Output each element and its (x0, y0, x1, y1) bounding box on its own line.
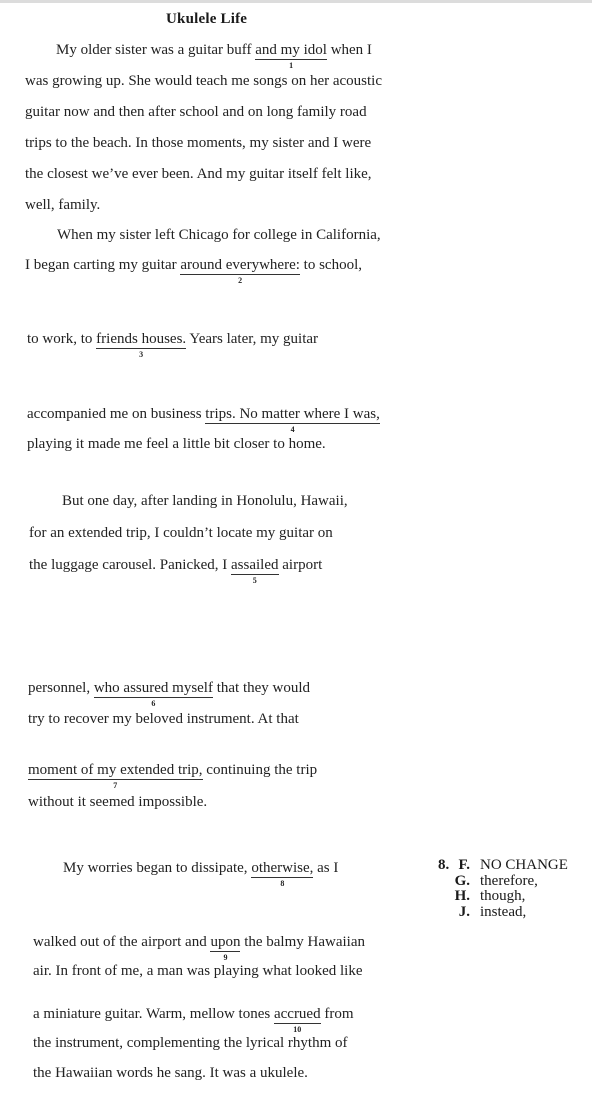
underlined-portion-10[interactable]: accrued 10 (273, 1006, 321, 1034)
answer-option-j[interactable] (438, 905, 568, 921)
passage-line: the closest we’ve ever been. And my guitar itself felt like, (25, 166, 372, 182)
underlined-portion-8[interactable]: otherwise, 8 (251, 860, 314, 888)
option-letter: J. (458, 903, 470, 920)
option-letter: G. (454, 872, 470, 889)
passage-line: well, family. (25, 197, 101, 213)
question-8 (438, 858, 568, 920)
portion-number-1: 1 (289, 61, 294, 70)
answer-option-g[interactable] (438, 874, 568, 890)
top-border (0, 0, 592, 3)
portion-number-7: 7 (113, 781, 118, 790)
option-letter: H. (454, 888, 470, 904)
portion-number-10: 10 (293, 1025, 302, 1034)
underlined-portion-1[interactable]: and my idol 1 (255, 42, 327, 70)
passage-line: the instrument, complementing the lyrical rhythm of (33, 1035, 348, 1051)
underlined-portion-7[interactable]: moment of my extended trip, 7 (28, 762, 203, 790)
passage-line: accompanied me on business trips. No matter where I was, 4 (27, 406, 380, 434)
answer-option-h[interactable] (438, 889, 568, 905)
underlined-portion-6[interactable]: who assured myself 6 (93, 680, 213, 708)
option-text: therefore, (480, 872, 538, 889)
passage-line: the Hawaiian words he sang. It was a ukulele. (33, 1065, 308, 1081)
underlined-portion-3[interactable]: friends houses. 3 (96, 331, 187, 359)
passage-line: playing it made me feel a little bit closer to home. (27, 436, 326, 452)
question-number: 8. (438, 857, 450, 873)
passage-line: a miniature guitar. Warm, mellow tones accrued 10 from (33, 1006, 354, 1034)
portion-number-5: 5 (252, 576, 257, 585)
passage-line: My worries began to dissipate, otherwise, 8 as I (63, 860, 339, 888)
passage-line: But one day, after landing in Honolulu, Hawaii, (62, 493, 348, 509)
portion-number-8: 8 (280, 879, 285, 888)
portion-number-2: 2 (238, 276, 243, 285)
underlined-portion-9[interactable]: upon 9 (210, 934, 241, 962)
passage-line: the luggage carousel. Panicked, I assailed 5 airport (29, 557, 323, 585)
passage-line: trips to the beach. In those moments, my sister and I were (25, 135, 372, 151)
passage-line: without it seemed impossible. (28, 794, 208, 810)
passage-line: moment of my extended trip, 7 continuing the trip (28, 762, 318, 790)
option-text: NO CHANGE (480, 857, 568, 873)
passage-line: When my sister left Chicago for college in California, (57, 227, 381, 243)
portion-number-6: 6 (151, 699, 156, 708)
underlined-portion-2[interactable]: around everywhere: 2 (180, 257, 300, 285)
passage-line: to work, to friends houses. 3 Years later, my guitar (27, 331, 319, 359)
answer-option-f[interactable] (438, 858, 568, 874)
underlined-portion-5[interactable]: assailed 5 (231, 557, 279, 585)
passage-line: I began carting my guitar around everywhere: 2 to school, (25, 257, 362, 285)
passage-line: personnel, who assured myself 6 that they would (28, 680, 311, 708)
portion-number-4: 4 (290, 425, 295, 434)
passage-line: guitar now and then after school and on long family road (25, 104, 367, 120)
passage-line: My older sister was a guitar buff and my idol 1 when I (56, 42, 372, 70)
passage-line: walked out of the airport and upon 9 the balmy Hawaiian (33, 934, 365, 962)
underlined-portion-4[interactable]: trips. No matter where I was, 4 (205, 406, 380, 434)
option-text: though, (480, 888, 526, 904)
portion-number-3: 3 (139, 350, 144, 359)
option-letter: F. (458, 857, 470, 873)
passage-line: air. In front of me, a man was playing what looked like (33, 963, 363, 979)
passage-line: try to recover my beloved instrument. At that (28, 711, 299, 727)
portion-number-9: 9 (223, 953, 228, 962)
passage-line: for an extended trip, I couldn’t locate my guitar on (29, 525, 333, 541)
passage-line: was growing up. She would teach me songs on her acoustic (25, 73, 383, 89)
option-text: instead, (480, 903, 527, 920)
passage-title: Ukulele Life (166, 11, 248, 27)
